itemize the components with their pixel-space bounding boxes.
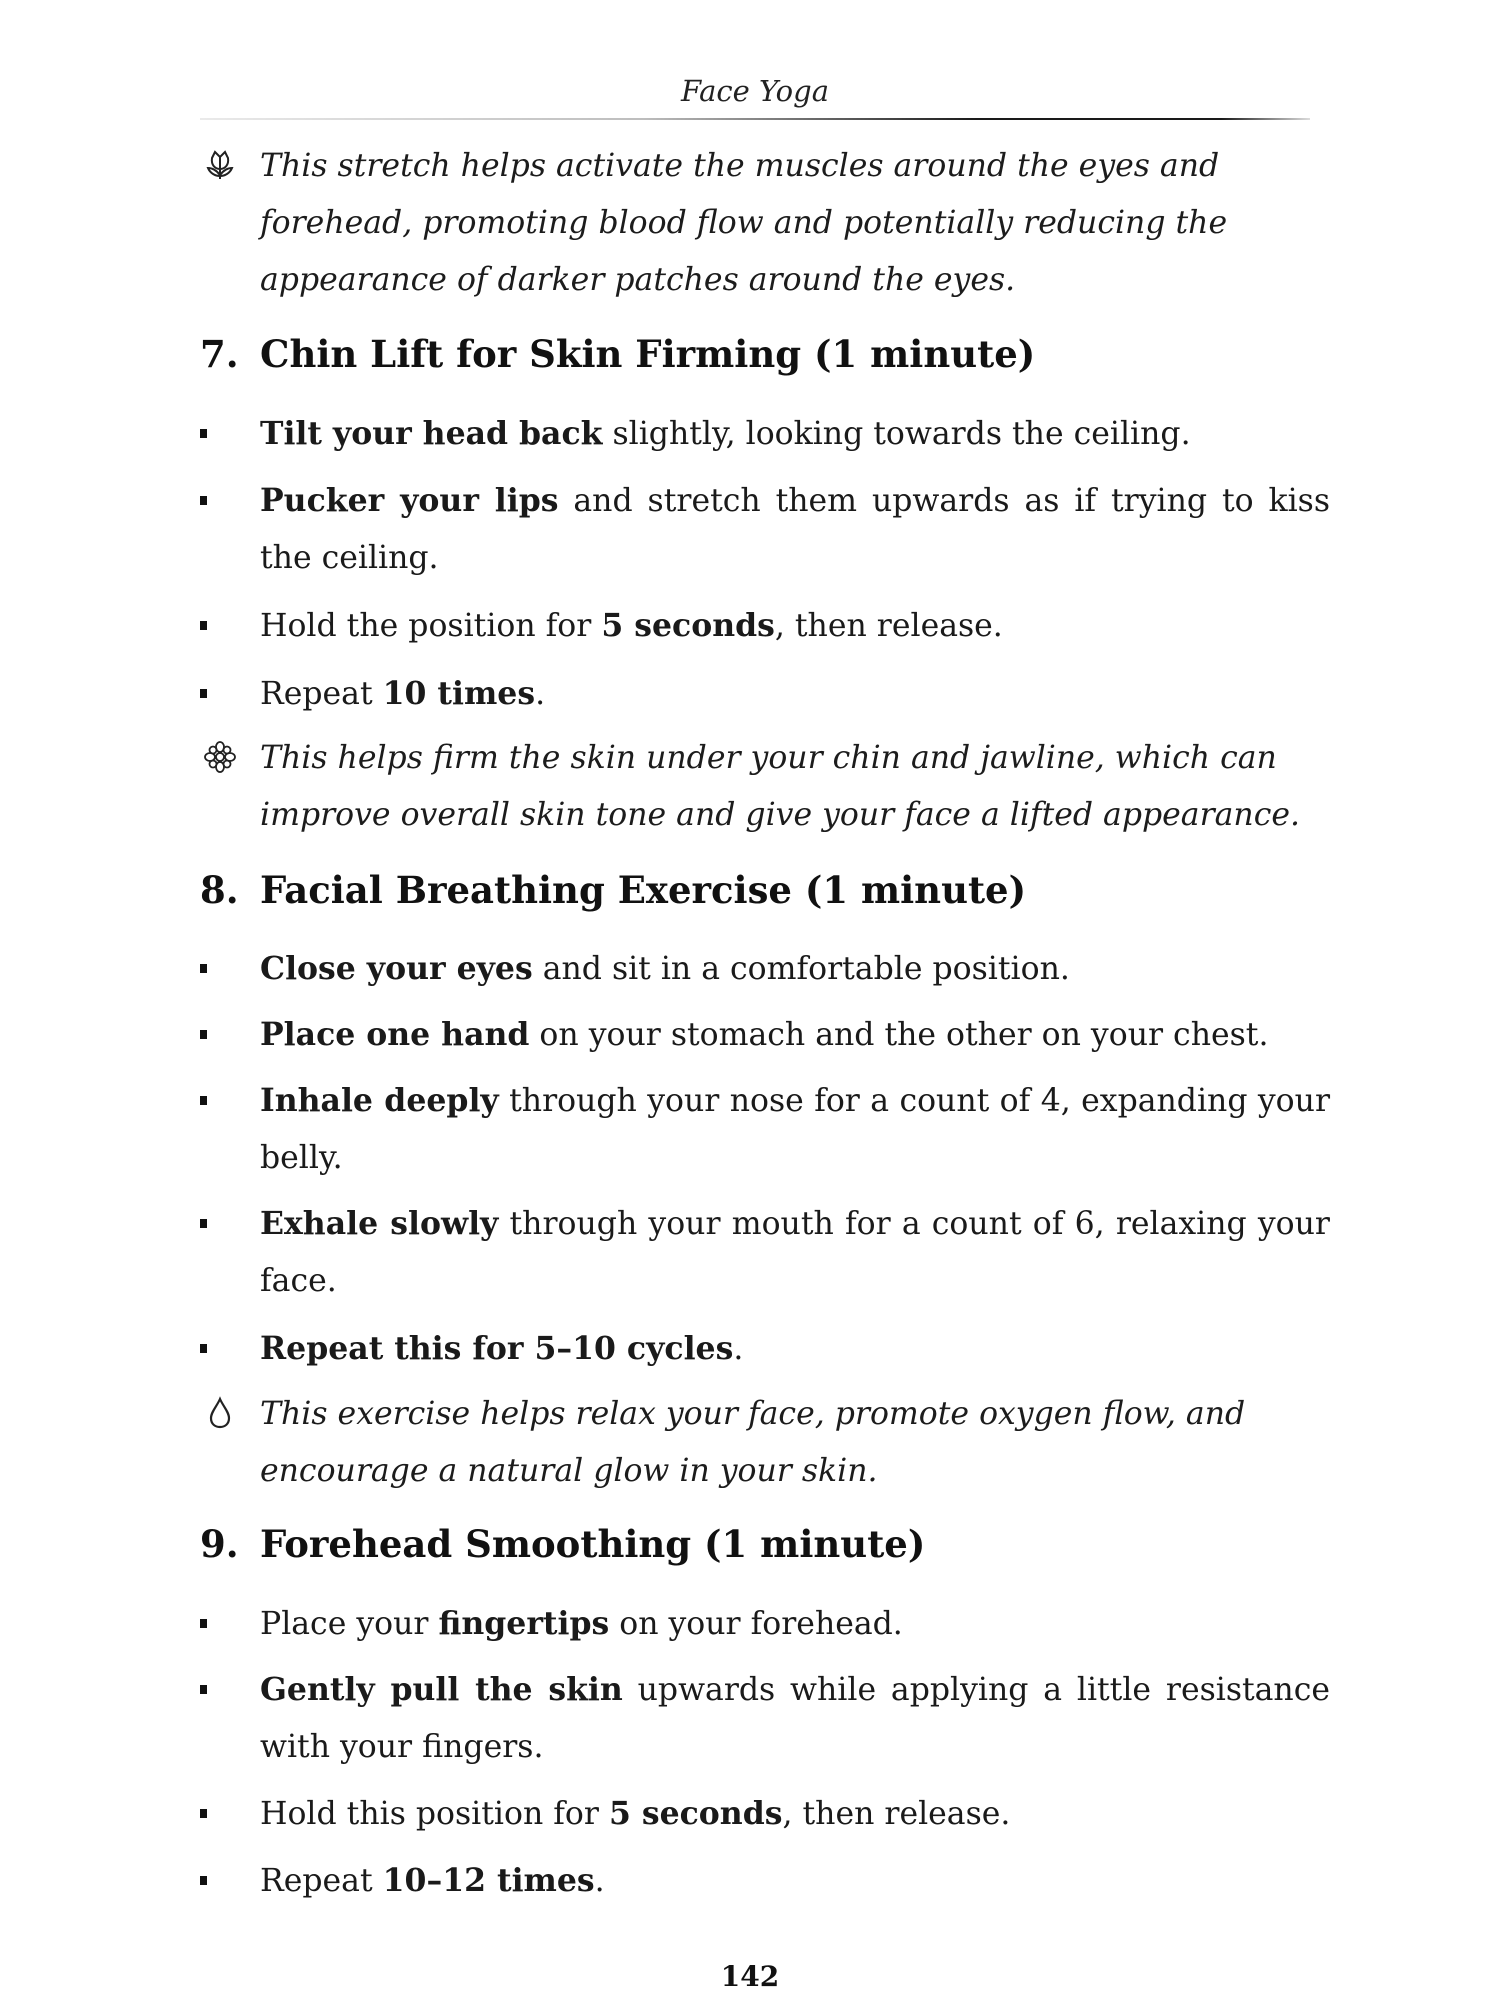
intro-note-text: This stretch helps activate the muscles around the eyes and forehead, promoting blood flow and potentially reducing the appearance of darker patches around the eyes. [260, 148, 1228, 298]
bullet-square-icon [200, 496, 207, 505]
bullet-square-icon [200, 1030, 207, 1039]
list-item [200, 940, 1330, 998]
bullet-bold-text: Tilt your head back [260, 415, 603, 452]
section-9-heading [200, 1520, 925, 1568]
bullet-square-icon [200, 689, 207, 698]
bullet-text: Repeat [260, 1863, 383, 1899]
page-number: 142 [720, 1960, 780, 1993]
bullet-text: Place your [260, 1606, 439, 1642]
list-item [200, 1006, 1330, 1064]
bullet-text: , then release. [774, 608, 1003, 644]
section-7-title: Chin Lift for Skin Firming (1 minute) [260, 332, 1036, 376]
bullet-square-icon [200, 1685, 207, 1694]
section-8-number: 8. [200, 868, 239, 912]
section-7-number: 7. [200, 332, 239, 376]
bullet-square-icon [200, 1876, 207, 1885]
bullet-text: through your mouth for a count of 6, relaxing your face. [260, 1206, 1330, 1299]
list-item [200, 597, 1330, 655]
section-9-title: Forehead Smoothing (1 minute) [260, 1522, 926, 1566]
bullet-text: on your forehead. [609, 1606, 903, 1642]
bullet-bold-text: Place one hand [260, 1016, 530, 1053]
bullet-square-icon [200, 429, 207, 438]
bullet-bold-text: Gently pull the skin [260, 1671, 623, 1708]
bullet-bold-text: Close your eyes [260, 950, 533, 987]
bullet-text: and sit in a comfortable position. [532, 951, 1070, 987]
list-item [200, 1852, 1330, 1910]
bullet-square-icon [200, 1619, 207, 1628]
bullet-text: Repeat [260, 676, 383, 712]
bullet-square-icon [200, 1809, 207, 1818]
bullet-text: , then release. [782, 1796, 1011, 1832]
section-7-note-text: This helps firm the skin under your chin and jawline, which can improve overall skin tone and give your face a lifted appearance. [260, 740, 1300, 833]
bullet-bold-text: 10 times [382, 675, 536, 712]
bullet-bold-text: 5 seconds [608, 1795, 783, 1832]
bullet-text: slightly, looking towards the ceiling. [602, 416, 1191, 452]
list-item [200, 1195, 1330, 1310]
bullet-square-icon [200, 964, 207, 973]
header-rule [200, 118, 1310, 120]
section-9-number: 9. [200, 1522, 239, 1566]
list-item [200, 1320, 1330, 1378]
bullet-bold-text: 5 seconds [601, 607, 775, 644]
list-item [200, 405, 1330, 463]
list-item [200, 1661, 1330, 1776]
flower-icon [203, 740, 237, 774]
bullet-square-icon [200, 1096, 207, 1105]
bullet-text: and stretch them upwards as if trying to kiss the ceiling. [260, 483, 1330, 576]
list-item [200, 1072, 1330, 1187]
bullet-bold-text: 10–12 times [382, 1862, 595, 1899]
bullet-bold-text: fingertips [438, 1605, 610, 1642]
bullet-bold-text: Inhale deeply [260, 1082, 499, 1119]
bullet-bold-text: Pucker your lips [260, 482, 559, 519]
bullet-text: through your nose for a count of 4, expanding your belly. [260, 1083, 1330, 1176]
list-item [200, 1785, 1330, 1843]
running-header: Face Yoga [680, 74, 829, 108]
bullet-text: . [594, 1863, 605, 1899]
list-item [200, 1595, 1330, 1653]
section-8-heading [200, 866, 1026, 914]
bullet-text: upwards while applying a little resistance with your fingers. [260, 1672, 1330, 1765]
bullet-text: . [733, 1331, 744, 1367]
droplet-icon [203, 1396, 237, 1430]
bullet-bold-text: Exhale slowly [260, 1205, 499, 1242]
bullet-square-icon [200, 1344, 207, 1353]
section-8-note-text: This exercise helps relax your face, promote oxygen flow, and encourage a natural glow in your skin. [260, 1396, 1246, 1489]
section-7-heading [200, 330, 1035, 378]
list-item [200, 472, 1330, 587]
bullet-square-icon [200, 621, 207, 630]
list-item [200, 665, 1330, 723]
bullet-bold-text: Repeat this for 5–10 cycles [260, 1330, 734, 1367]
bullet-text: . [535, 676, 546, 712]
section-8-title: Facial Breathing Exercise (1 minute) [260, 868, 1027, 912]
bullet-text: Hold the position for [260, 608, 602, 644]
bullet-square-icon [200, 1219, 207, 1228]
tulip-icon [203, 148, 237, 182]
bullet-text: Hold this position for [260, 1796, 609, 1832]
bullet-text: on your stomach and the other on your chest. [529, 1017, 1269, 1053]
